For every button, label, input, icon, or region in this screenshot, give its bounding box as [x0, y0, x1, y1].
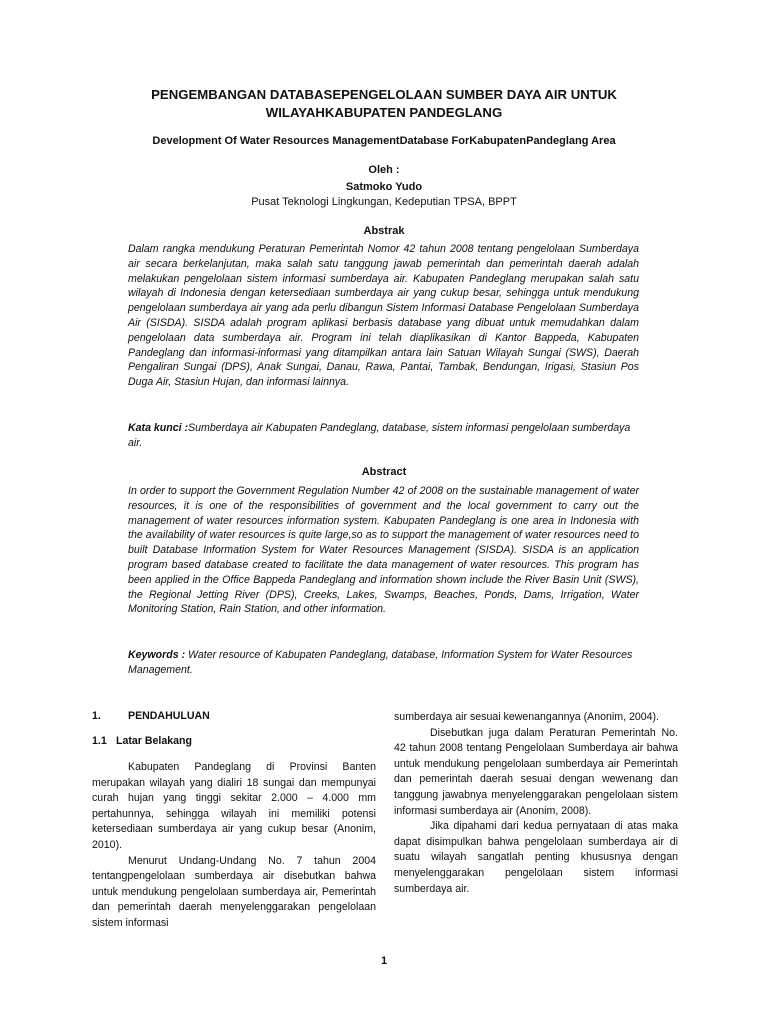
paper-subtitle: Development Of Water Resources ManagementDatabase ForKabupatenPandeglang Area: [152, 135, 616, 147]
abstract-body: In order to support the Government Regulation Number 42 of 2008 on the sustainable management of water resources, it is one of the responsibilities of government and the local government to carry out the management of water resources information system. Kabupaten Pandeglang is one area in Indonesia with the availability of water resources is quite large,so as to support the management of water resources need to built Database Information System for Water Resources Management (SISDA). SISDA is an application program based database created to facilitate the data management of water resources. This program has been applied in the Office Bappeda Pandeglang and information shown include the River Basin Unit (SWS), the Regional Jetting River (DPS), Creeks, Lakes, Swamps, Beaches, Ponds, Dams, Irrigation, Water Monitoring Station, Rain Station, and other information.: [128, 485, 639, 616]
section-heading: PENDAHULUAN: [128, 710, 210, 722]
paper-title: PENGEMBANGAN DATABASEPENGELOLAAN SUMBER DAYA AIR UNTUK WILAYAHKABUPATEN PANDEGLANG: [151, 87, 617, 120]
left-column: [92, 760, 376, 932]
abstract-heading: Abstract: [361, 466, 407, 478]
kata-kunci-label: Kata kunci :: [128, 422, 189, 434]
subsection-number: 1.1: [92, 735, 107, 747]
paragraph: Disebutkan juga dalam Peraturan Pemerintah No. 42 tahun 2008 tentang Pengelolaan Sumberdaya air bahwa untuk mendukung pengelolaan sumberdaya air Pemerintah dan pemerintah daerah sesuai dengan wewenang dan tanggung jawabnya menyelenggarakan pengelolaan sistem informasi sumberdaya air (Anonim, 2008).: [394, 726, 678, 817]
abstrak-body: Dalam rangka mendukung Peraturan Pemerintah Nomor 42 tahun 2008 tentang pengelolaan Sumberdaya air secara berkelanjutan, maka salah satu tanggung jawab pemerintah dan pemerintah daerah adalah melakukan pengelolaan sistem informasi sumberdaya air. Kabupaten Pandeglang merupakan salah satu wilayah di Indonesia dengan ketersediaan sumberdaya air yang cukup besar, sehingga untuk mendukung pengelolaan sumberdaya air yang ada perlu dibangun Sistem Informasi Database Pengelolaan Sumberdaya Air (SISDA). SISDA adalah program aplikasi berbasis database yang dibuat untuk memudahkan dalam pengelolaan data sumberdaya air. Program ini telah diaplikasikan di Kantor Bappeda, Kabupaten Pandeglang dan informasi-informasi yang ditampilkan antara lain Satuan Wilayah Sungai (SWS), Daerah Pengaliran Sungai (DPS), Anak Sungai, Danau, Rawa, Pantai, Tambak, Bendungan, Irigasi, Stasiun Pos Duga Air, Stasiun Hujan, dan informasi lainnya.: [128, 243, 639, 389]
keywords-text: Water resource of Kabupaten Pandeglang, database, Information System for Water Resources Management.: [128, 649, 633, 676]
subsection-heading: Latar Belakang: [116, 735, 192, 747]
by-label: Oleh :: [368, 164, 400, 176]
page-number: 1: [380, 955, 388, 967]
keywords: [128, 648, 639, 678]
author-affiliation: Pusat Teknologi Lingkungan, Kedeputian TPSA, BPPT: [251, 196, 517, 208]
paragraph: Jika dipahami dari kedua pernyataan di atas maka dapat disimpulkan bahwa pengelolaan sumberdaya air di suatu wilayah sangatlah penting khususnya dengan menyelenggarakan pengelolaan sistem informasi sumberdaya air.: [394, 820, 678, 895]
kata-kunci: [128, 421, 639, 451]
abstrak-heading: Abstrak: [363, 225, 405, 237]
paragraph: Menurut Undang-Undang No. 7 tahun 2004 tentangpengelolaan sumberdaya air disebutkan bahwa untuk mendukung pengelolaan sumberdaya air, Pemerintah dan pemerintah daerah menyelenggarakan pengelolaan sistem informasi: [92, 854, 376, 929]
paragraph: sumberdaya air sesuai kewenangannya (Anonim, 2004).: [394, 711, 659, 723]
author-name: Satmoko Yudo: [345, 181, 423, 193]
right-column: [394, 710, 678, 897]
section-number: 1.: [92, 710, 101, 722]
keywords-label: Keywords :: [128, 649, 186, 661]
kata-kunci-text: Sumberdaya air Kabupaten Pandeglang, database, sistem informasi pengelolaan sumberdaya air.: [128, 422, 631, 449]
paragraph: Kabupaten Pandeglang di Provinsi Banten merupakan wilayah yang dialiri 18 sungai dan mempunyai curah hujan yang tinggi sekitar 2.000 – 4.000 mm pertahunnya, sehingga wilayah ini memiliki potensi ketersediaan sumberdaya air yang cukup besar (Anonim, 2010).: [92, 761, 376, 851]
